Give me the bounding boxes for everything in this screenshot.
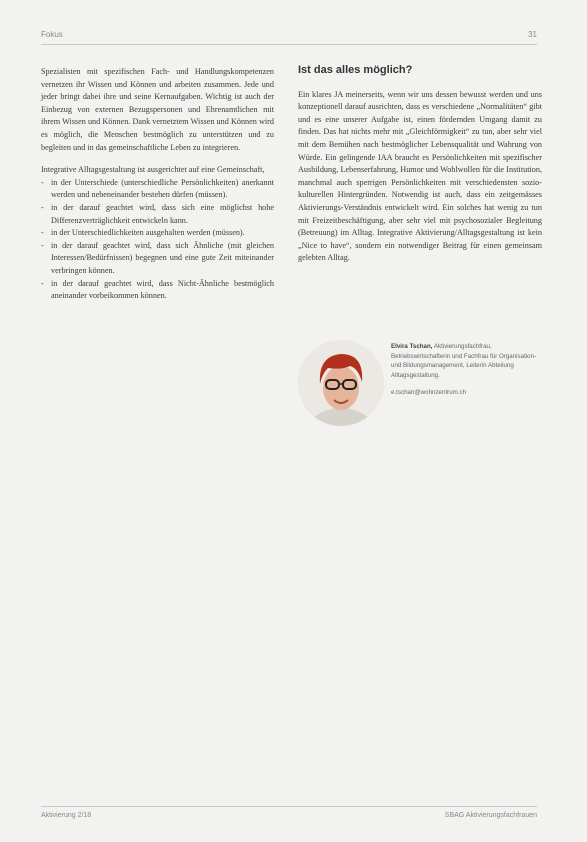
author-email[interactable]: e.tschan@wohnzentrum.ch bbox=[391, 389, 467, 397]
section-label: Fokus bbox=[41, 30, 63, 39]
bullet-item: - in der Unterschiedlichkeiten ausgehalten werden (müssen). bbox=[41, 227, 274, 240]
bullet-item: - in der darauf geachtet wird, dass sich eine möglichst hohe Differenzverträglichkeit entwickeln kann. bbox=[41, 202, 274, 227]
section-heading: Ist das alles möglich? bbox=[298, 64, 413, 76]
bullet-item: - in der darauf geachtet wird, dass sich Ähnliche (mit gleichen Interessen/Bedürfnissen) begegnen und eine gute Zeit miteinander verbringen können. bbox=[41, 240, 274, 278]
right-column bbox=[298, 64, 542, 265]
footer-publisher: SBAG Aktivierungsfachfrauen bbox=[444, 812, 537, 819]
left-column bbox=[41, 66, 274, 303]
header-divider bbox=[41, 44, 537, 45]
footer-divider bbox=[41, 806, 537, 807]
bullet-list bbox=[41, 177, 274, 303]
footer-issue: Aktivierung 2/18 bbox=[41, 812, 92, 819]
bullet-item: - in der Unterschiede (unterschiedliche Persönlichkeiten) anerkannt werden und nebeneinander bestehen dürfen (müssen). bbox=[41, 177, 274, 202]
author-portrait bbox=[298, 340, 384, 426]
bullet-item: - in der darauf geachtet wird, dass Nicht-Ähnliche bestmöglich aneinander vorbeikommen können. bbox=[41, 278, 274, 303]
author-description: Aktivierungsfachfrau, Betriebswirtschafterin und Fachfrau für Organisation- und Bildungsmanagement, Leiterin Abteilung Alltagsgestaltung. bbox=[391, 343, 537, 379]
author-name: Elvira Tschan, bbox=[391, 343, 433, 350]
left-paragraph-2: Integrative Alltagsgestaltung ist ausgerichtet auf eine Gemeinschaft, bbox=[41, 165, 265, 175]
left-paragraph-1: Spezialisten mit spezifischen Fach- und Handlungskompetenzen vernetzen ihr Wissen und Können und arbeiten zusammen. Jede und jeder bringt dabei ihre und seine Kernaufgaben. Wichtig ist auch der Einbezug von externen Bezugspersonen und Ehrenamtlichen mit ihrem Wissen und Können. Dank vernetztem Wissen und Können wird es möglich, die Menschen bestmöglich zu unterstützen und zu begleiten und in das gemeinschaftliche Leben zu integrieren. bbox=[41, 67, 274, 152]
page-number: 31 bbox=[528, 30, 537, 39]
author-bio bbox=[298, 340, 542, 430]
bio-text bbox=[391, 342, 543, 398]
right-paragraph: Ein klares JA meinerseits, wenn wir uns dessen bewusst werden und uns konzeptionell darauf ausrichten, dass es verschiedene „Normalitäten“ gibt und es eine unserer Aufgabe ist, einen fördernden Umgang damit zu finden. Das hat nichts mehr mit „Gleichförmigkeit“ zu tun, aber sehr viel mit dem Bemühen nach bestmöglicher Lebensqualität und Wahrung von Würde. Ein gelingende IAA braucht es Persönlichkeiten mit spezifischer Ausbildung, Lebenserfahrung, Humor und Wohlwollen für die Institution, manchmal auch sperrigen Persönlichkeiten mit verschiedensten sozio-kulturellen Hintergründen. Notwendig ist auch, dass ein zeitgemässes Aktivierungs-Verständnis entwickelt wird. Ein solches hat wenig zu tun mit Freizeitbeschäftigung, aber sehr viel mit psychosozialer Begleitung (Betreuung) im Alltag. Integrative Aktivierung/Alltagsgestaltung ist kein „Nice to have“, sondern ein notwendiger Beitrag für einen gemeinsam gelebten Alltag. bbox=[298, 89, 542, 263]
